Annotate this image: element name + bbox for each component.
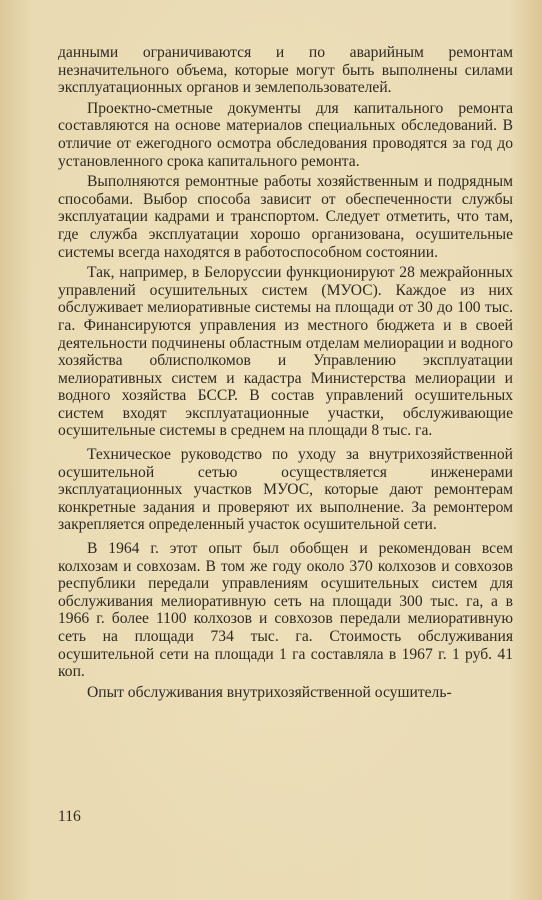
paragraph-continued: данными ограничиваются и по аварийным ремонтам незначительного объема, которые могут быть выполнены силами эксплуатационных органов и землепользователей. xyxy=(58,44,513,97)
paragraph-technical-guidance: Техническое руководство по уходу за внутрихозяйственной осушительной сетью осуществляется инженерами эксплуатационных участков МУОС, которые дают ремонтерам конкретные задания и проверяют их выполнение. За ремонтером закрепляется определенный участок осушительной сети. xyxy=(58,446,513,534)
paragraph-design-documents: Проектно-сметные документы для капитального ремонта составляются на основе материалов специальных обследований. В отличие от ежегодного осмотра обследования проводятся за год до установленного срока капитального ремонта. xyxy=(58,99,513,170)
paragraph-final-line: Опыт обслуживания внутрихозяйственной осушитель- xyxy=(87,683,452,701)
paragraph-repair-methods: Выполняются ремонтные работы хозяйственным и подрядным способами. Выбор способа зависит от обеспеченности службы эксплуатации кадрами и транспортом. Следует отметить, что там, где служба эксплуатации хорошо организована, осушительные системы всегда находятся в работоспособном состоянии. xyxy=(58,173,513,261)
paragraph-belarus-muos: Так, например, в Белоруссии функционируют 28 межрайонных управлений осушительных систем (МУОС). Каждое из них обслуживает мелиоративные системы на площади от 30 до 100 тыс. га. Финансируются управления из местного бюджета и в своей деятельности подчинены областным отделам мелиорации и водного хозяйства облисполкомов и Управлению эксплуатации мелиоративных систем и кадастра Министерства мелиорации и водного хозяйства БССР. В состав управлений осушительных систем входят эксплуатационные участки, обслуживающие осушительные системы в среднем на площади 8 тыс. га. xyxy=(58,264,513,440)
page-text xyxy=(58,44,513,704)
page-number: 116 xyxy=(58,808,81,825)
paragraph-1964-experience: В 1964 г. этот опыт был обобщен и рекомендован всем колхозам и совхозам. В том же году около 370 колхозов и совхозов республики передали управлениям осушительных систем для обслуживания мелиоративную сеть на площади 300 тыс. га, а в 1966 г. более 1100 колхозов и совхозов передали мелиоративную сеть на площади 734 тыс. га. Стоимость обслуживания осушительной сети на площади 1 га составляла в 1967 г. 1 руб. 41 коп. xyxy=(58,540,513,681)
